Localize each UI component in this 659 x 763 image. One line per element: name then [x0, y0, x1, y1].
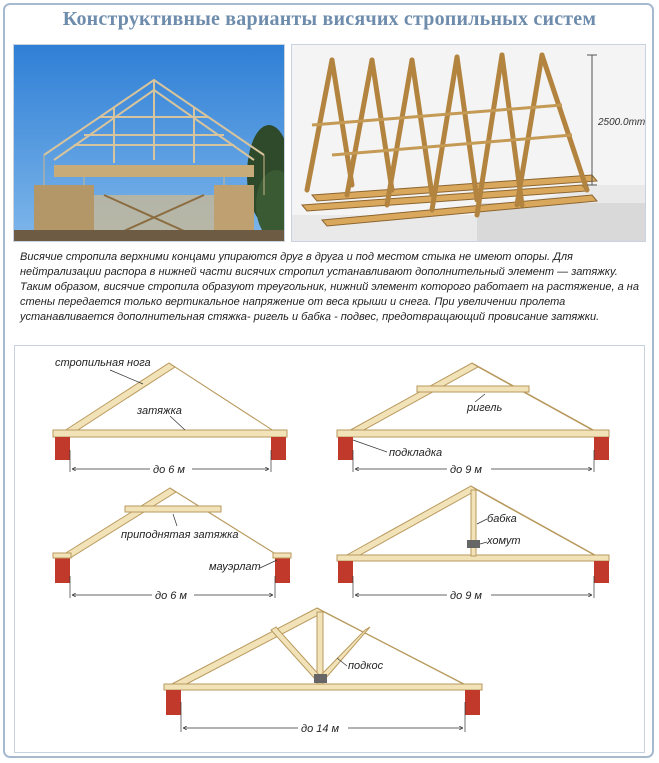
truss-diagrams — [15, 346, 646, 754]
brick-left — [55, 437, 70, 460]
brick-right — [465, 690, 480, 715]
span-label: до 6 м — [155, 590, 187, 602]
label-pad: подкладка — [389, 447, 443, 459]
brick-left — [166, 690, 181, 715]
description-text: Висячие стропила верхними концами упираются друг в друга и под местом стыка не имеют опоры. Для нейтрализации распора в нижней части висячих стропил устанавливают дополнительный элемент — затяжку. Таким образом, висячие стропила образуют треугольник, нижний элемент которого работает на растяжение, а на стены передается только вертикальное напряжение от веса крыши и снега. При увеличении пролета устанавливается дополнительная стяжка- ригель и бабка - подвес, предотвращающий провисание затяжки. — [20, 251, 639, 323]
span-label: до 9 м — [450, 590, 482, 602]
brick-right — [594, 437, 609, 460]
photo-house-construction — [13, 44, 285, 242]
clamp — [467, 540, 480, 548]
label-tie: затяжка — [137, 405, 182, 417]
brick-left — [55, 557, 70, 583]
span-label: до 14 м — [301, 723, 340, 735]
span-label: до 9 м — [450, 464, 482, 476]
diagram-raised-tie — [53, 488, 291, 602]
diagram-tie-beam — [53, 357, 287, 476]
brick-left — [338, 437, 353, 460]
brick-right — [271, 437, 286, 460]
label-clamp: хомут — [487, 535, 521, 547]
diagram-crossbar — [337, 363, 609, 476]
label-crossbar: ригель — [467, 402, 503, 414]
brick-left — [338, 561, 353, 583]
clamp — [314, 674, 327, 683]
page-title: Конструктивные варианты висячих стропильных систем — [62, 8, 597, 30]
span-label: до 6 м — [153, 464, 185, 476]
photo-rafter-render — [291, 44, 646, 242]
diagram-panel — [14, 345, 645, 753]
dimension-label: 2500.0mm — [598, 117, 646, 128]
label-rafter: стропильная нога — [55, 357, 151, 369]
label-raised-tie: приподнятая затяжка — [121, 529, 239, 541]
brick-right — [594, 561, 609, 583]
mauerlat-right — [273, 553, 291, 558]
label-king-post: бабка — [487, 513, 517, 525]
label-strut: подкос — [348, 660, 384, 672]
house-illustration — [14, 45, 285, 242]
brick-right — [275, 557, 290, 583]
diagram-king-post — [337, 486, 609, 602]
rafter-render-illustration — [292, 45, 646, 242]
diagram-strut — [164, 608, 482, 735]
mauerlat-left — [53, 553, 71, 558]
label-mauerlat: мауэрлат — [209, 561, 261, 573]
